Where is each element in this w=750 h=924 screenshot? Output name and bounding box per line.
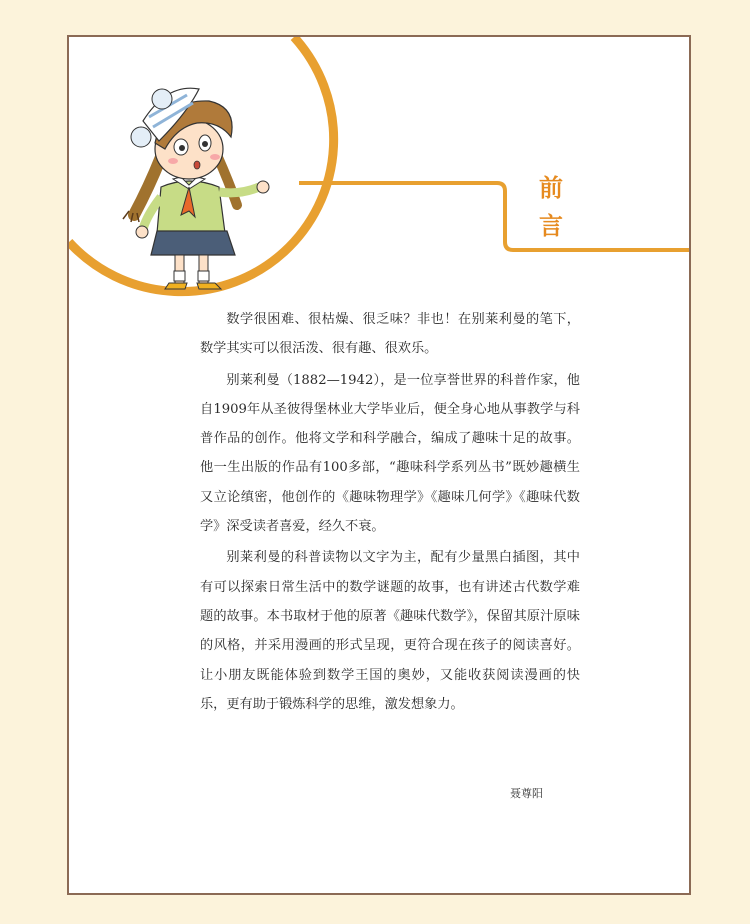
preface-body bbox=[200, 305, 580, 721]
page-title bbox=[531, 169, 571, 245]
title-bracket-line bbox=[299, 183, 689, 250]
title-char-2: 言 bbox=[539, 212, 563, 240]
author-signature: 聂尊阳 bbox=[510, 787, 543, 800]
title-char-1: 前 bbox=[539, 174, 563, 202]
paragraph-3: 别莱利曼的科普读物以文字为主，配有少量黑白插图，其中有可以探索日常生活中的数学谜题的故事，也有讲述古代数学难题的故事。本书取材于他的原著《趣味代数学》，保留其原汁原味的风格，并采用漫画的形式呈现，更符合现在孩子的阅读喜好。让小朋友既能体验到数学王国的奥妙，又能收获阅读漫画的快乐，更有助于锻炼科学的思维，激发想象力。 bbox=[200, 550, 580, 712]
decorative-frame bbox=[69, 37, 689, 337]
girl-illustration bbox=[123, 88, 269, 289]
paragraph-2: 别莱利曼（1882—1942），是一位享誉世界的科普作家，他自1909年从圣彼得堡林业大学毕业后，便全身心地从事教学与科普作品的创作。他将文学和科学融合，编成了趣味十足的故事。他一生出版的作品有100多部，“趣味科学系列丛书”既妙趣横生又立论缜密，他创作的《趣味物理学》《趣味几何学》《趣味代数学》深受读者喜爱，经久不衰。 bbox=[200, 372, 580, 535]
paragraph-1: 数学很困难、很枯燥、很乏味？非也！在别莱利曼的笔下，数学其实可以很活泼、很有趣、很欢乐。 bbox=[200, 312, 580, 357]
preface-page bbox=[67, 35, 691, 895]
